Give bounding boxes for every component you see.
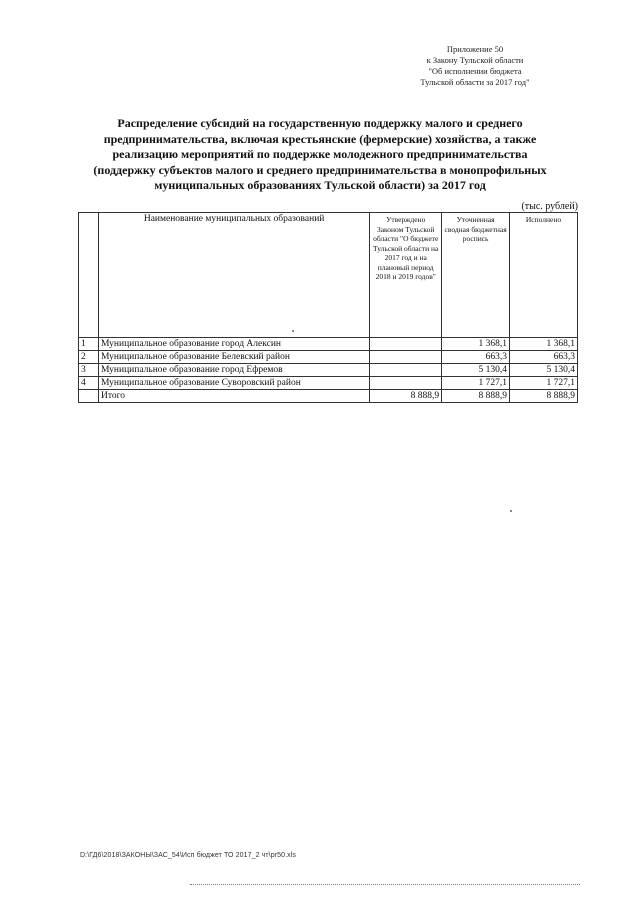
- annex-heading: [380, 44, 570, 88]
- header-name: Наименование муниципальных образований: [98, 213, 369, 338]
- row-executed: 663,3: [510, 351, 578, 364]
- title-line-4: (поддержку субъектов малого и среднего предпринимательства в монопрофильных: [93, 162, 547, 177]
- header-number: [79, 213, 99, 338]
- row-approved: [370, 364, 442, 377]
- unit-label: (тыс. рублей): [521, 201, 578, 212]
- scan-speck: [292, 330, 294, 332]
- scan-speck: [510, 510, 512, 512]
- row-refined: 5 130,4: [442, 364, 510, 377]
- title-line-2: предпринимательства, включая крестьянские (фермерские) хозяйства, а также: [103, 131, 537, 146]
- total-refined: 8 888,9: [442, 390, 510, 403]
- row-approved: [370, 377, 442, 390]
- row-executed: 1 727,1: [510, 377, 578, 390]
- total-executed: 8 888,9: [510, 390, 578, 403]
- annex-line-2: к Закону Тульской области: [426, 55, 524, 65]
- table-header-row: [79, 213, 578, 338]
- table-row: [79, 338, 578, 351]
- header-executed: Исполнено: [510, 213, 578, 338]
- row-number: 3: [79, 364, 99, 377]
- table-total-row: [79, 390, 578, 403]
- row-number: 1: [79, 338, 99, 351]
- row-refined: 663,3: [442, 351, 510, 364]
- header-approved: Утверждено Законом Тульской области "О бюджете Тульской области на 2017 год и на плановый период 2018 и 2019 годов": [370, 213, 442, 338]
- title-line-3: реализацию мероприятий по поддержке молодежного предпринимательства: [112, 147, 528, 161]
- annex-line-1: Приложение 50: [446, 44, 504, 54]
- annex-line-3: "Об исполнении бюджета: [428, 66, 522, 76]
- row-name: Муниципальное образование Суворовский район: [98, 377, 369, 390]
- row-executed: 5 130,4: [510, 364, 578, 377]
- table-row: [79, 351, 578, 364]
- total-label: Итого: [98, 390, 369, 403]
- total-approved: 8 888,9: [370, 390, 442, 403]
- annex-line-4: Тульской области за 2017 год": [420, 77, 530, 87]
- row-refined: 1 368,1: [442, 338, 510, 351]
- title-line-5: муниципальных образованиях Тульской области) за 2017 год: [154, 178, 486, 192]
- row-approved: [370, 338, 442, 351]
- table-row: [79, 364, 578, 377]
- subsidy-table: [78, 212, 578, 403]
- file-path-footer: D:\ГД6\2018\ЗАКОНЫ\ЗАС_54\Исп бюджет ТО 2017_2 чт\pr50.xls: [80, 852, 297, 859]
- table-row: [79, 377, 578, 390]
- title-line-1: Распределение субсидий на государственную поддержку малого и среднего: [117, 116, 523, 130]
- row-name: Муниципальное образование Белевский район: [98, 351, 369, 364]
- row-number: 2: [79, 351, 99, 364]
- total-number: [79, 390, 99, 403]
- row-name: Муниципальное образование город Алексин: [98, 338, 369, 351]
- header-refined: Уточненная сводная бюджетная роспись: [442, 213, 510, 338]
- row-number: 4: [79, 377, 99, 390]
- row-approved: [370, 351, 442, 364]
- row-refined: 1 727,1: [442, 377, 510, 390]
- row-executed: 1 368,1: [510, 338, 578, 351]
- row-name: Муниципальное образование город Ефремов: [98, 364, 369, 377]
- page-bottom-line: [190, 884, 580, 885]
- document-title: [70, 116, 570, 194]
